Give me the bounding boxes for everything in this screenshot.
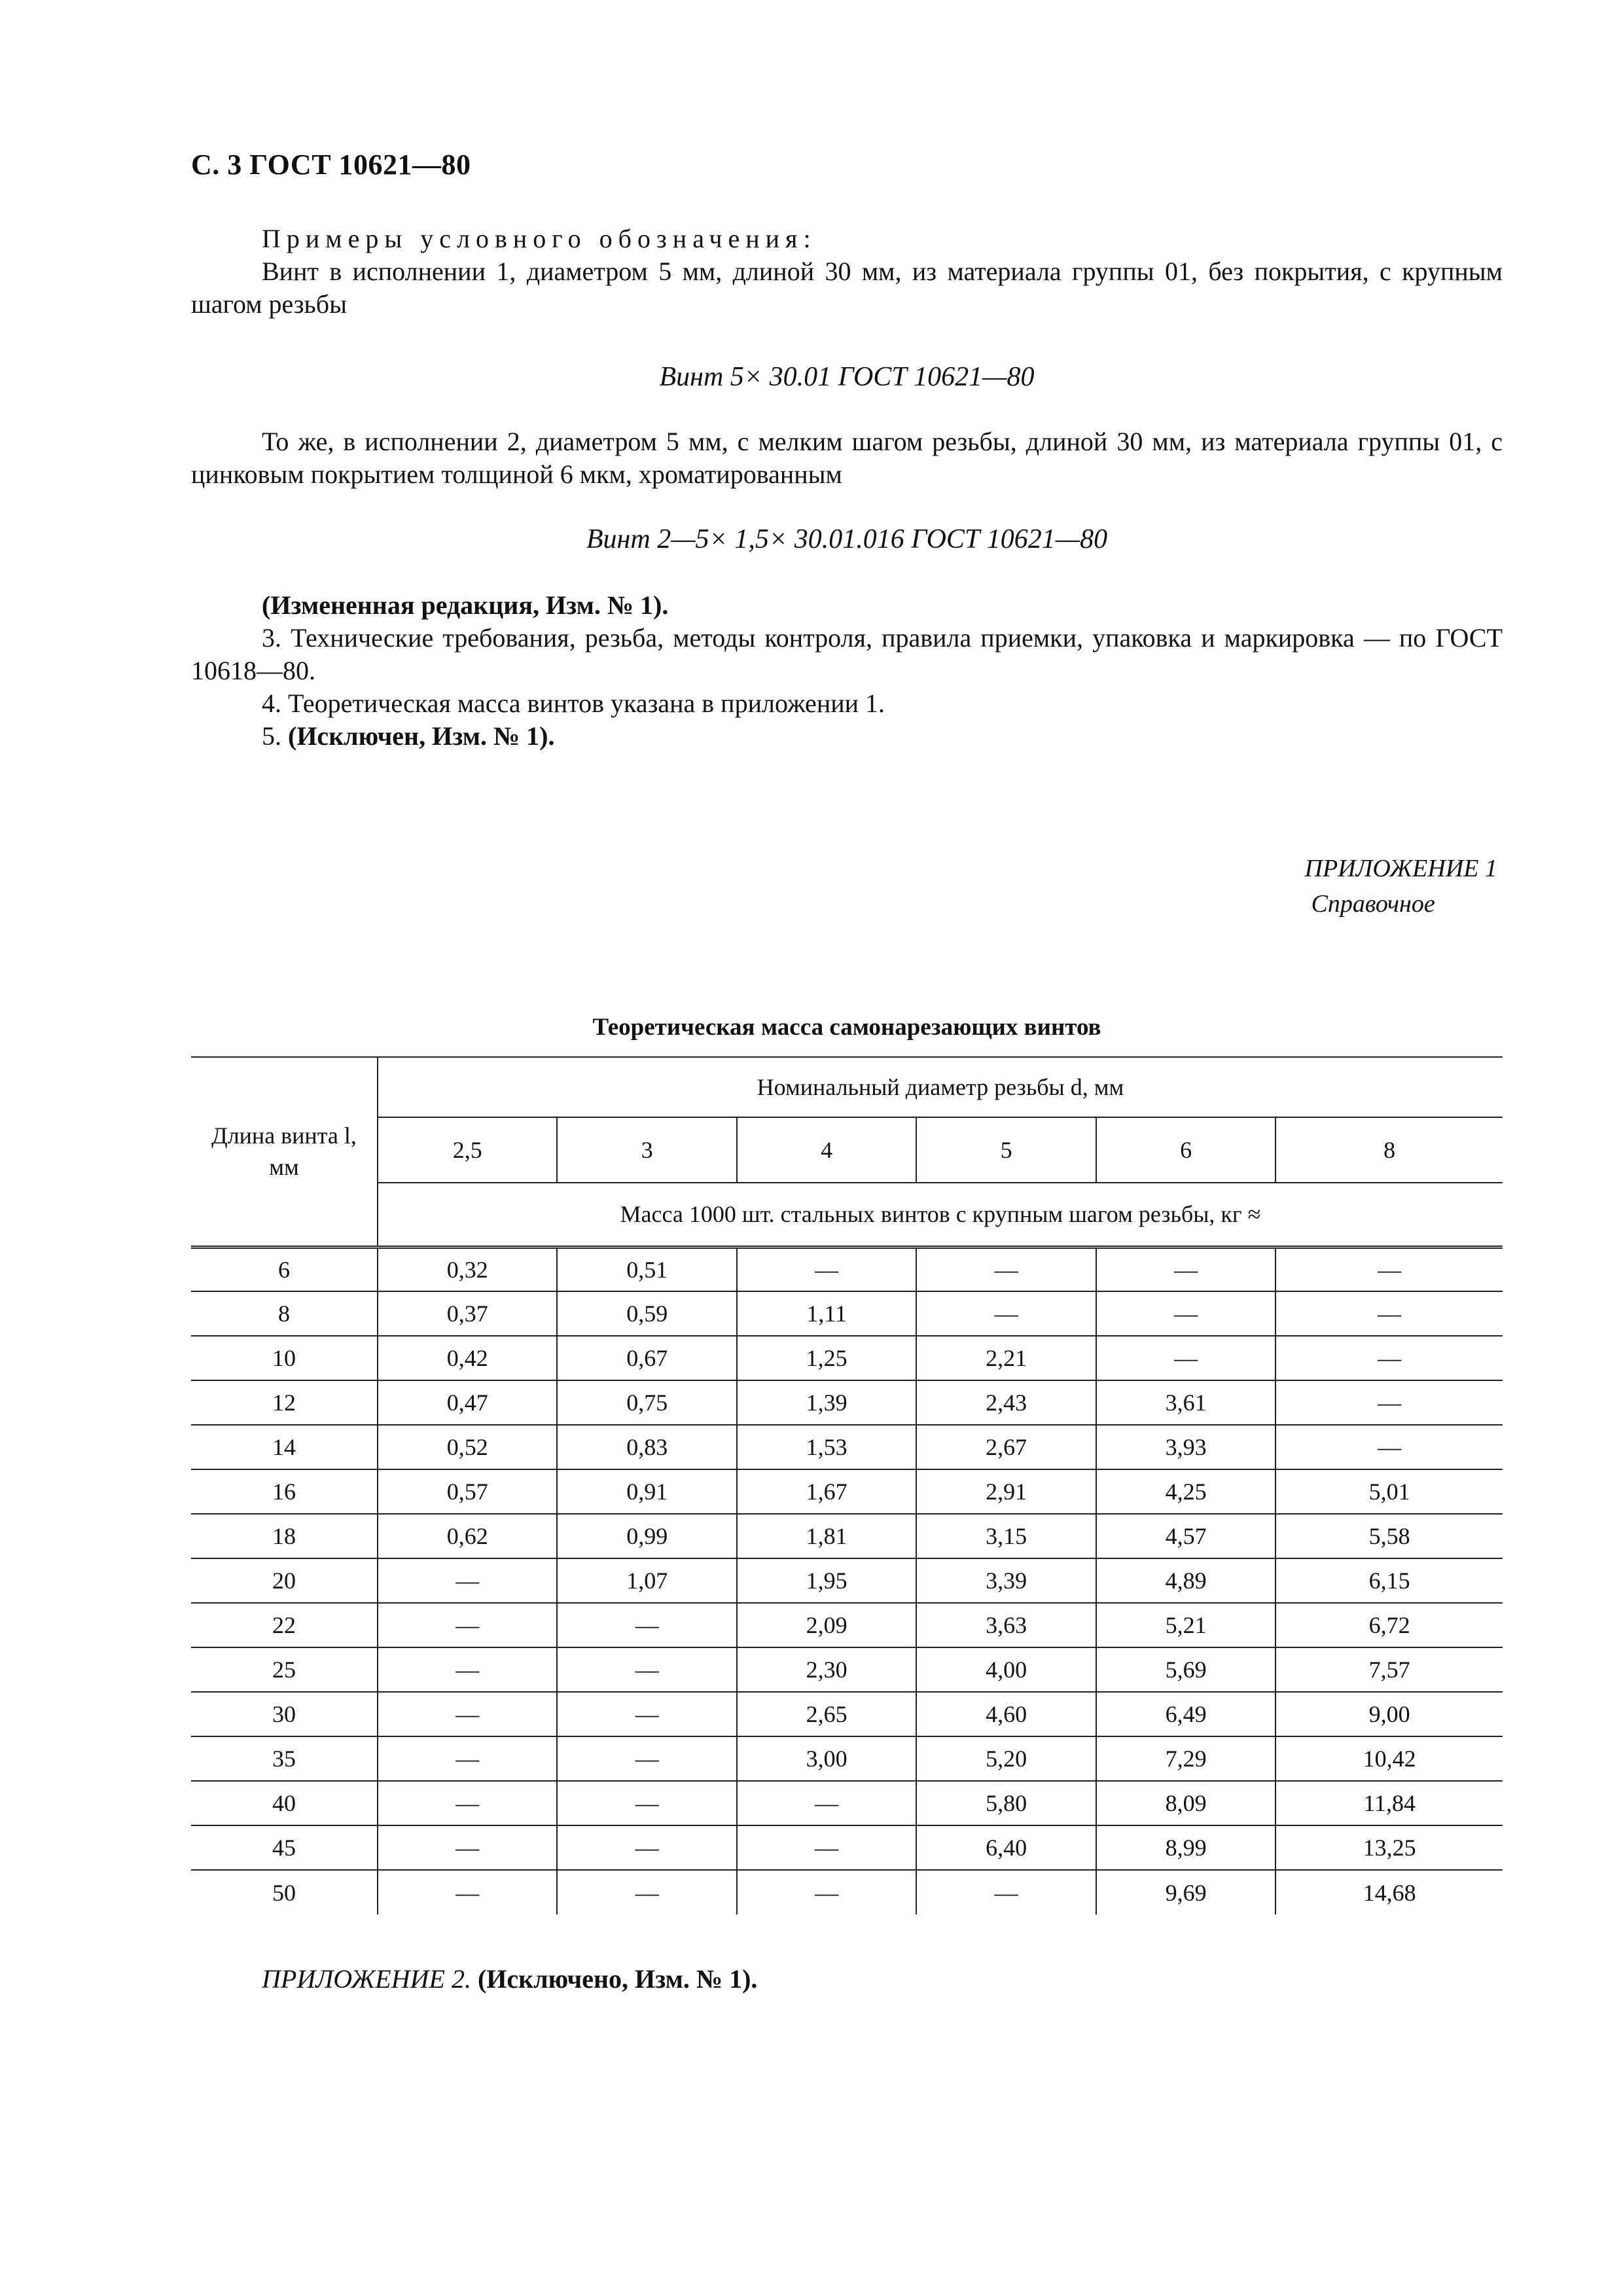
mass-cell: —: [737, 1870, 916, 1914]
clause-3: 3. Технические требования, резьба, методы контроля, правила приемки, упаковка и маркировка — по ГОСТ 10618—80.: [191, 623, 1503, 685]
mass-cell: 10,42: [1275, 1736, 1503, 1781]
mass-cell: 3,39: [916, 1558, 1096, 1603]
mass-cell: 8,09: [1096, 1781, 1275, 1825]
mass-cell: —: [1275, 1247, 1503, 1291]
length-cell: 30: [191, 1692, 378, 1736]
table-row: [191, 1781, 1503, 1825]
table-row: [191, 1291, 1503, 1336]
mass-cell: —: [1096, 1291, 1275, 1336]
example2-formula: Винт 2—5× 1,5× 30.01.016 ГОСТ 10621—80: [586, 524, 1108, 554]
mass-cell: 4,00: [916, 1647, 1096, 1692]
length-cell: 6: [191, 1247, 378, 1291]
mass-cell: 1,53: [737, 1425, 916, 1469]
mass-cell: —: [557, 1603, 736, 1647]
example1-text: Винт в исполнении 1, диаметром 5 мм, длиной 30 мм, из материала группы 01, без покрытия, с крупным шагом резьбы: [191, 257, 1503, 319]
mass-cell: 1,25: [737, 1336, 916, 1380]
mass-cell: 3,15: [916, 1514, 1096, 1558]
mass-cell: 4,60: [916, 1692, 1096, 1736]
table-row: [191, 1603, 1503, 1647]
mass-cell: 0,75: [557, 1380, 736, 1425]
mass-cell: 5,20: [916, 1736, 1096, 1781]
mass-cell: —: [737, 1825, 916, 1870]
mass-cell: 5,80: [916, 1781, 1096, 1825]
clause-4: 4. Теоретическая масса винтов указана в приложении 1.: [262, 689, 885, 718]
diameter-cell: 4: [737, 1117, 916, 1183]
mass-cell: 0,57: [378, 1469, 557, 1514]
appendix2-status: (Исключено, Изм. № 1).: [477, 1964, 758, 1994]
table-title: Теоретическая масса самонарезающих винтов: [592, 1014, 1101, 1041]
mass-cell: 9,69: [1096, 1870, 1275, 1914]
mass-cell: —: [557, 1647, 736, 1692]
appendix1-heading: [1305, 851, 1497, 922]
row-header-text: Длина винта l, мм: [211, 1122, 357, 1181]
mass-cell: 5,21: [1096, 1603, 1275, 1647]
clause-5-note: (Исключен, Изм. № 1).: [288, 721, 555, 751]
mass-cell: 7,29: [1096, 1736, 1275, 1781]
mass-cell: 5,01: [1275, 1469, 1503, 1514]
mass-table-body: [191, 1247, 1503, 1914]
table-row: [191, 1380, 1503, 1425]
table-row: [191, 1825, 1503, 1870]
mass-cell: —: [557, 1692, 736, 1736]
mass-cell: 0,99: [557, 1514, 736, 1558]
mass-cell: 0,47: [378, 1380, 557, 1425]
example2-text: То же, в исполнении 2, диаметром 5 мм, с мелким шагом резьбы, длиной 30 мм, из материала группы 01, с цинковым покрытием толщиной 6 мкм, хроматированным: [191, 427, 1503, 489]
length-cell: 14: [191, 1425, 378, 1469]
mass-cell: 0,59: [557, 1291, 736, 1336]
table-row: [191, 1247, 1503, 1291]
diameter-cell: 2,5: [378, 1117, 557, 1183]
mass-cell: 3,61: [1096, 1380, 1275, 1425]
mass-cell: 1,07: [557, 1558, 736, 1603]
mass-cell: —: [378, 1870, 557, 1914]
mass-cell: 2,65: [737, 1692, 916, 1736]
clause-5-number: 5.: [262, 721, 281, 751]
mass-cell: 5,58: [1275, 1514, 1503, 1558]
mass-cell: —: [378, 1736, 557, 1781]
mass-cell: —: [916, 1291, 1096, 1336]
table-row: [191, 1647, 1503, 1692]
mass-cell: 0,91: [557, 1469, 736, 1514]
edit-note: (Измененная редакция, Изм. № 1).: [262, 590, 669, 620]
mass-cell: 5,69: [1096, 1647, 1275, 1692]
mass-cell: 13,25: [1275, 1825, 1503, 1870]
mass-cell: 2,43: [916, 1380, 1096, 1425]
length-cell: 12: [191, 1380, 378, 1425]
mass-cell: —: [1275, 1336, 1503, 1380]
clauses-block: [191, 589, 1503, 753]
mass-cell: —: [378, 1558, 557, 1603]
mass-cell: 6,72: [1275, 1603, 1503, 1647]
mass-cell: 6,49: [1096, 1692, 1275, 1736]
mass-cell: 0,83: [557, 1425, 736, 1469]
table-row: [191, 1558, 1503, 1603]
mass-cell: —: [378, 1781, 557, 1825]
mass-cell: —: [1096, 1247, 1275, 1291]
mass-cell: —: [557, 1825, 736, 1870]
page-header: С. 3 ГОСТ 10621—80: [191, 149, 471, 181]
example2-block: [191, 425, 1503, 491]
diameter-cell: 5: [916, 1117, 1096, 1183]
mass-cell: 1,95: [737, 1558, 916, 1603]
mass-cell: 0,67: [557, 1336, 736, 1380]
mass-cell: 2,30: [737, 1647, 916, 1692]
mass-cell: 2,09: [737, 1603, 916, 1647]
mass-cell: —: [1275, 1425, 1503, 1469]
mass-cell: —: [916, 1247, 1096, 1291]
mass-cell: —: [557, 1870, 736, 1914]
table-row: [191, 1469, 1503, 1514]
mass-cell: 1,11: [737, 1291, 916, 1336]
mass-header: Масса 1000 шт. стальных винтов с крупным шагом резьбы, кг ≈: [378, 1183, 1503, 1247]
mass-cell: 0,52: [378, 1425, 557, 1469]
length-cell: 18: [191, 1514, 378, 1558]
mass-cell: 2,91: [916, 1469, 1096, 1514]
length-cell: 40: [191, 1781, 378, 1825]
mass-cell: 1,81: [737, 1514, 916, 1558]
mass-cell: 7,57: [1275, 1647, 1503, 1692]
diameter-header: Номинальный диаметр резьбы d, мм: [378, 1057, 1503, 1117]
mass-cell: —: [1275, 1380, 1503, 1425]
row-header-cell: [191, 1057, 378, 1247]
length-cell: 20: [191, 1558, 378, 1603]
mass-cell: 0,42: [378, 1336, 557, 1380]
table-row: [191, 1736, 1503, 1781]
mass-cell: 6,15: [1275, 1558, 1503, 1603]
mass-cell: 3,63: [916, 1603, 1096, 1647]
mass-cell: —: [378, 1603, 557, 1647]
diameter-cell: 3: [557, 1117, 736, 1183]
table-row: [191, 1514, 1503, 1558]
mass-cell: —: [737, 1781, 916, 1825]
length-cell: 45: [191, 1825, 378, 1870]
length-cell: 16: [191, 1469, 378, 1514]
mass-cell: 8,99: [1096, 1825, 1275, 1870]
length-cell: 25: [191, 1647, 378, 1692]
mass-cell: 1,39: [737, 1380, 916, 1425]
example1-formula: Винт 5× 30.01 ГОСТ 10621—80: [659, 362, 1035, 392]
mass-cell: 3,00: [737, 1736, 916, 1781]
mass-cell: 0,32: [378, 1247, 557, 1291]
mass-cell: —: [1096, 1336, 1275, 1380]
mass-cell: —: [1275, 1291, 1503, 1336]
mass-cell: —: [378, 1647, 557, 1692]
mass-cell: 9,00: [1275, 1692, 1503, 1736]
appendix1-subtitle: Справочное: [1311, 890, 1435, 918]
length-cell: 10: [191, 1336, 378, 1380]
mass-cell: —: [378, 1692, 557, 1736]
mass-table: [191, 1056, 1503, 1914]
mass-cell: 1,67: [737, 1469, 916, 1514]
mass-cell: 0,37: [378, 1291, 557, 1336]
diameter-values-row: [191, 1117, 1503, 1183]
length-cell: 35: [191, 1736, 378, 1781]
mass-cell: 4,57: [1096, 1514, 1275, 1558]
examples-block: [191, 223, 1503, 321]
diameter-cell: 8: [1275, 1117, 1503, 1183]
mass-cell: 6,40: [916, 1825, 1096, 1870]
appendix2-label: ПРИЛОЖЕНИЕ 2.: [262, 1964, 471, 1994]
mass-cell: —: [557, 1736, 736, 1781]
diameter-cell: 6: [1096, 1117, 1275, 1183]
clause-5: [191, 720, 1503, 753]
mass-cell: —: [378, 1825, 557, 1870]
mass-cell: 0,51: [557, 1247, 736, 1291]
appendix2-note: [262, 1964, 757, 1994]
table-row: [191, 1425, 1503, 1469]
appendix1-title: ПРИЛОЖЕНИЕ 1: [1304, 855, 1497, 882]
mass-cell: 14,68: [1275, 1870, 1503, 1914]
mass-cell: —: [916, 1870, 1096, 1914]
mass-cell: 2,67: [916, 1425, 1096, 1469]
mass-cell: 0,62: [378, 1514, 557, 1558]
mass-cell: 3,93: [1096, 1425, 1275, 1469]
mass-cell: 2,21: [916, 1336, 1096, 1380]
length-cell: 8: [191, 1291, 378, 1336]
length-cell: 22: [191, 1603, 378, 1647]
mass-cell: —: [737, 1247, 916, 1291]
mass-cell: 11,84: [1275, 1781, 1503, 1825]
table-row: [191, 1692, 1503, 1736]
table-row: [191, 1336, 1503, 1380]
examples-heading: Примеры условного обозначения:: [262, 224, 817, 253]
table-row: [191, 1870, 1503, 1914]
mass-cell: 4,89: [1096, 1558, 1275, 1603]
length-cell: 50: [191, 1870, 378, 1914]
mass-cell: —: [557, 1781, 736, 1825]
mass-cell: 4,25: [1096, 1469, 1275, 1514]
